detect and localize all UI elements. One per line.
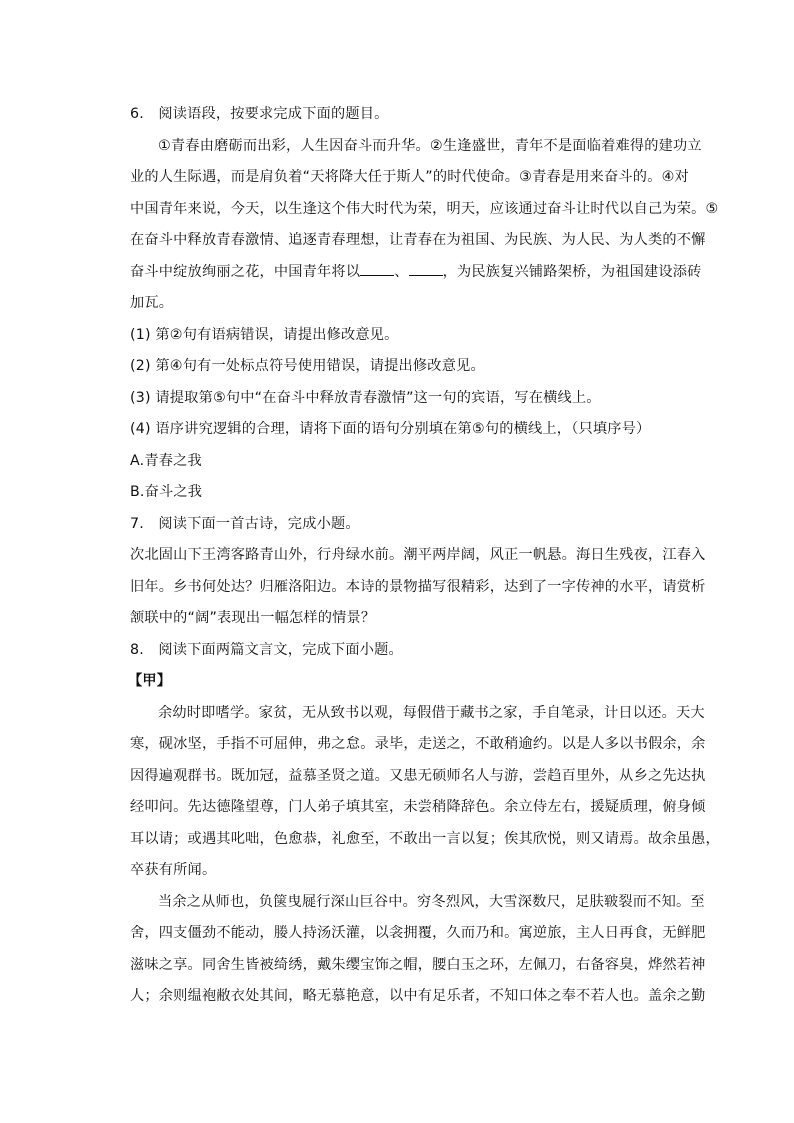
q6-option-a: A.青春之我 [130,452,202,469]
q6-sub-3: (3) 请提取第⑤句中“在奋斗中释放青春激情”这一句的宾语，写在横线上。 [130,389,601,406]
q7-line-2: 旧年。乡书何处达？归雁洛阳边。本诗的景物描写很精彩，达到了一字传神的水平，请赏析 [130,578,706,595]
q6-sub-1: (1) 第②句有语病错误，请提出修改意见。 [130,326,399,343]
question-7-title: 7. 阅读下面一首古诗，完成小题。 [130,515,360,532]
fill-blank-1[interactable] [360,261,394,276]
q6-option-b: B.奋斗之我 [130,484,203,500]
q6-passage-line-4: 在奋斗中释放青春激情、追逐青春理想，让青春在为祖国、为民族、为人民、为人类的不懈 [130,232,706,248]
q8-para2-line-2: 舍，四支僵劲不能动，媵人持汤沃灌，以衾拥覆，久而乃和。寓逆旅，主人日再食，无鲜肥 [130,925,706,941]
q7-line-3: 颔联中的“阔”表现出一幅怎样的情景？ [130,610,376,626]
question-6-title: 6. 阅读语段，按要求完成下面的题目。 [130,106,389,122]
q8-para2-line-3: 滋味之享。同舍生皆被绮绣，戴朱缨宝饰之帽，腰白玉之环，左佩刀，右备容臭，烨然若神 [130,956,706,973]
q6-passage-line-2: 业的人生际遇，而是肩负着“天将降大任于斯人”的时代使命。③青春是用来奋斗的。④对 [130,169,689,185]
q6-sub-2: (2) 第④句有一处标点符号使用错误，请提出修改意见。 [130,358,485,374]
q8-para2-line-1: 当余之从师也，负箧曳屣行深山巨谷中。穷冬烈风，大雪深数尺，足肤皲裂而不知。至 [158,893,705,910]
section-heading-jia: 【甲】 [128,673,172,689]
q6-passage-line-5-c: ，为民族复兴铺路架桥，为祖国建设添砖 [442,263,702,280]
q8-para1-line-1: 余幼时即嗜学。家贫，无从致书以观，每假借于藏书之家，手自笔录，计日以还。天大 [158,704,705,721]
q8-para1-line-2: 寒，砚冰坚，手指不可屈伸，弗之怠。录毕，走送之，不敢稍逾约。以是人多以书假余，余 [130,736,706,752]
fill-blank-2[interactable] [409,261,443,276]
q8-para1-line-6: 卒获有所闻。 [130,862,217,878]
q8-para1-line-3: 因得遍观群书。既加冠，益慕圣贤之道。又患无硕师名人与游，尝趋百里外，从乡之先达执 [130,767,706,784]
q6-passage-line-6: 加瓦。 [130,295,174,311]
q8-para1-line-4: 经叩问。先达德隆望尊，门人弟子填其室，未尝稍降辞色。余立侍左右，援疑质理，俯身倾 [130,799,706,815]
q7-line-1: 次北固山下王湾客路青山外，行舟绿水前。潮平两岸阔，风正一帆悬。海日生残夜，江春入 [130,547,706,563]
q6-passage-line-3: 中国青年来说，今天，以生逢这个伟大时代为荣，明天，应该通过奋斗让时代以自己为荣。⑤ [130,200,719,217]
q6-passage-line-1: ①青春由磨砺而出彩，人生因奋斗而升华。②生逢盛世，青年不是面临着难得的建功立 [158,137,702,154]
q6-passage-line-5 [130,257,702,289]
q6-passage-line-5-a: 奋斗中绽放绚丽之花，中国青年将以 [130,263,361,280]
q8-para2-line-4: 人；余则缊袍敝衣处其间，略无慕艳意，以中有足乐者，不知口体之奉不若人也。盖余之勤 [130,988,706,1004]
q6-passage-line-5-b: 、 [394,263,409,280]
q6-sub-4: (4) 语序讲究逻辑的合理，请将下面的语句分别填在第⑤句的横线上，（只填序号） [130,421,651,437]
question-8-title: 8. 阅读下面两篇文言文，完成下面小题。 [130,641,403,658]
q8-para1-line-5: 耳以请；或遇其叱咄，色愈恭，礼愈至，不敢出一言以复；俟其欣悦，则又请焉。故余虽愚， [130,830,720,847]
